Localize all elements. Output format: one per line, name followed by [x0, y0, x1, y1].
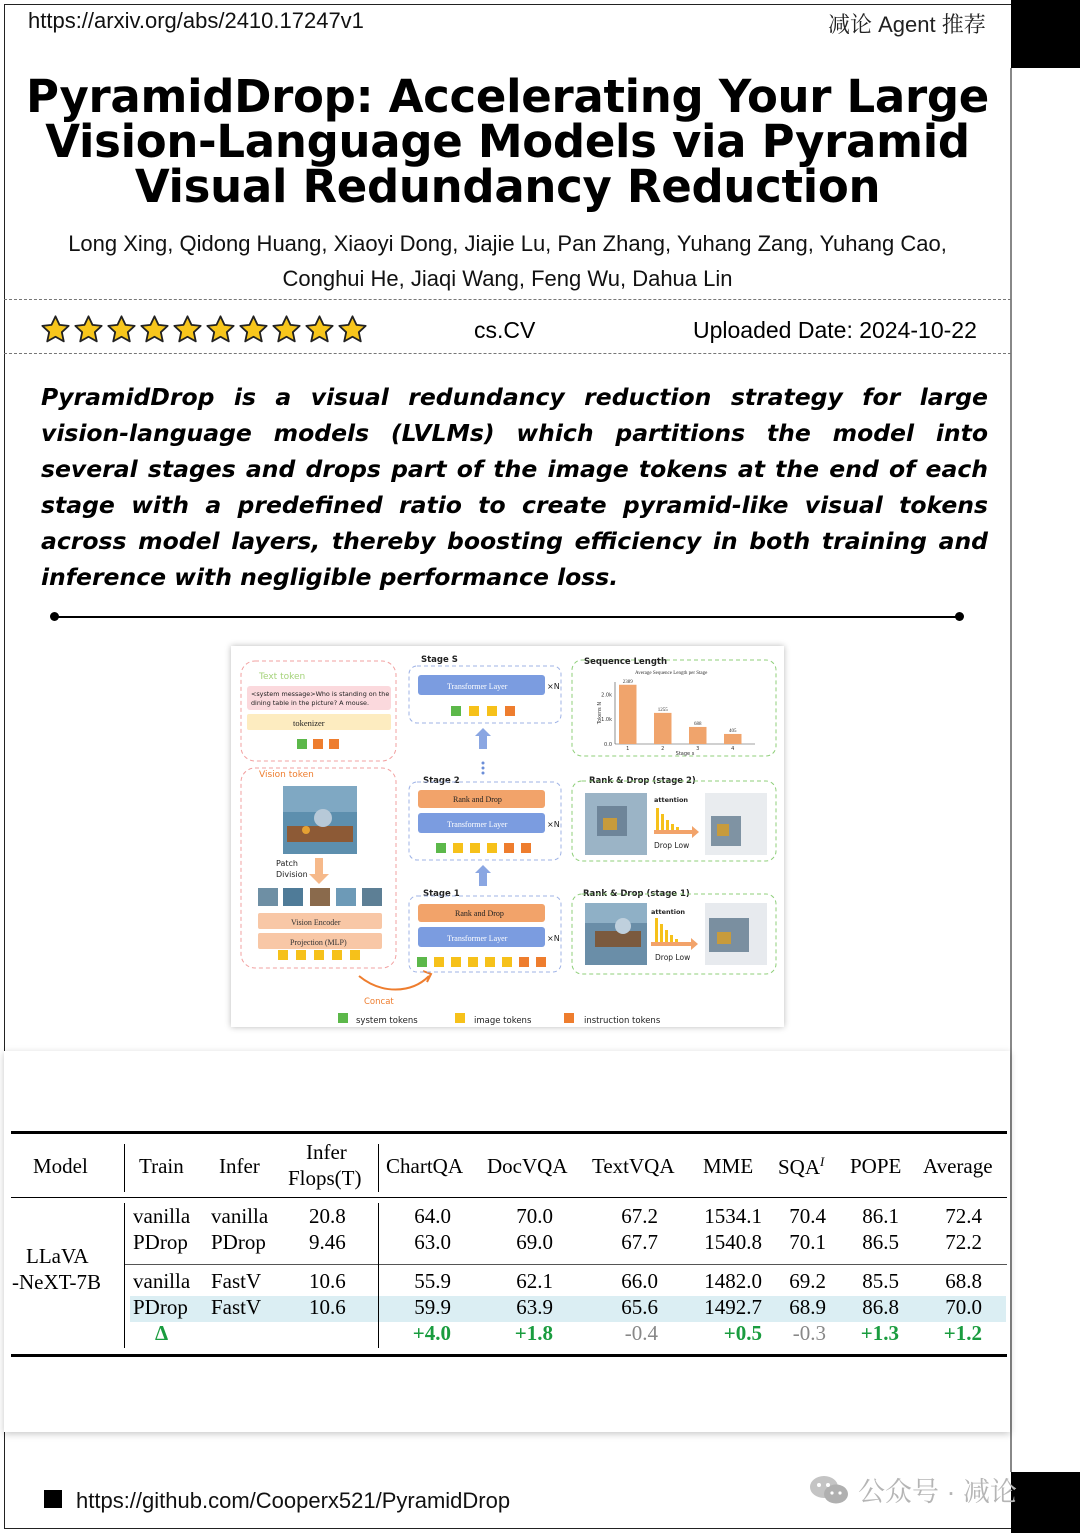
bar [724, 734, 742, 744]
data-label: 405 [729, 728, 737, 734]
transformer-layer-label: Transformer Layer [447, 682, 508, 691]
patch-division-label: Patch [276, 859, 298, 868]
attention-label: attention [651, 908, 686, 916]
cell-value: 1492.7 [704, 1295, 762, 1319]
authors [20, 226, 995, 296]
model-name: -NeXT-7B [12, 1270, 102, 1294]
summary-paragraph: PyramidDrop is a visual redundancy reduction strategy for large vision-language models (LVLMs) which partitions the model into several stages and drops part of the image tokens at the end of each stage with a predefined ratio to create pyramid-like visual tokens across model layers, thereby boosting efficiency in both training and inference with negligible performance loss. [41, 383, 988, 591]
header-mme: MME [703, 1154, 754, 1178]
x-tick-label: 4 [731, 746, 735, 752]
page-title [20, 70, 995, 213]
cell-value: 64.0 [414, 1204, 451, 1228]
sequence-length-chart [597, 680, 755, 757]
star-icon [205, 314, 236, 345]
cell-value: 70.4 [789, 1204, 826, 1228]
cell-train: vanilla [133, 1204, 191, 1228]
stage-2-dropped-map [705, 793, 767, 855]
legend-system: system tokens [356, 1016, 418, 1026]
transformer-layer-label: Transformer Layer [447, 820, 508, 829]
figure-svg [231, 646, 784, 1027]
cell-value: 67.2 [621, 1204, 658, 1228]
cell-value: 69.2 [789, 1269, 826, 1293]
sequence-length-label: Sequence Length [584, 657, 668, 667]
attention-label: attention [654, 796, 689, 804]
page-edge [1010, 68, 1012, 1472]
cell-infer: vanilla [211, 1204, 269, 1228]
header-average: Average [923, 1154, 993, 1178]
cell-train: PDrop [133, 1230, 188, 1254]
corner-block-bottom [1011, 1472, 1080, 1533]
system-message-line: <system message>Who is standing on the [251, 690, 390, 698]
drop-low-label: Drop Low [655, 953, 691, 962]
data-label: 2389 [622, 679, 633, 685]
cell-value: 68.8 [945, 1269, 982, 1293]
bar [689, 727, 707, 744]
cell-flops: 10.6 [309, 1269, 346, 1293]
divider [4, 353, 1011, 354]
star-icon [271, 314, 302, 345]
x-tick-label: 1 [626, 746, 630, 752]
text-token-label: Text token [259, 672, 306, 682]
cell-value: 1540.8 [704, 1230, 762, 1254]
cell-train: PDrop [133, 1295, 188, 1319]
header-sqa [778, 1154, 824, 1180]
divider [4, 299, 1011, 300]
header-sqa-label: SQA [778, 1155, 821, 1179]
cell-flops: 10.6 [309, 1295, 346, 1319]
legend-instruction: instruction tokens [584, 1016, 661, 1026]
cell-value: 86.1 [862, 1204, 899, 1228]
data-label: 688 [694, 721, 702, 727]
corner-block-top [1011, 0, 1080, 68]
drop-arrow [651, 938, 698, 950]
rank-drop-label: Rank and Drop [453, 795, 502, 804]
stage-1-token-row [417, 957, 546, 967]
cell-infer: PDrop [211, 1230, 266, 1254]
legend-swatch-instruction [564, 1013, 574, 1023]
star-icon [172, 314, 203, 345]
cell-value: 85.5 [862, 1269, 899, 1293]
y-tick-label: 2.0k [601, 692, 612, 699]
watermark-text: 公众号 · 减论 [858, 1477, 1017, 1507]
cell-value: 59.9 [414, 1295, 451, 1319]
rank-drop-label: Rank and Drop [455, 909, 504, 918]
table-top-rule [11, 1131, 1007, 1134]
bar [654, 713, 672, 744]
cell-value: 62.1 [516, 1269, 553, 1293]
title-line: PyramidDrop: Accelerating Your Large [25, 70, 990, 123]
bar [619, 685, 637, 744]
upload-date: Uploaded Date: 2024-10-22 [693, 317, 977, 343]
cell-value: 63.9 [516, 1295, 553, 1319]
system-token [297, 739, 307, 749]
header-sqa-superscript: I [820, 1154, 825, 1169]
header-pope: POPE [850, 1154, 902, 1178]
star-icon [40, 314, 71, 345]
x-tick-label: 3 [696, 746, 700, 752]
cell-value: 65.6 [621, 1295, 658, 1319]
y-tick-label: 1.0k [601, 717, 612, 724]
header-flops: Infer [306, 1140, 347, 1164]
patch-division-label: Division [276, 870, 308, 879]
model-name: LLaVA [26, 1244, 89, 1268]
rank-drop-stage-2-label: Rank & Drop (stage 2) [589, 776, 696, 786]
authors-line: Long Xing, Qidong Huang, Xiaoyi Dong, Jiajie Lu, Pan Zhang, Yuhang Zang, Yuhang Cao, [68, 231, 947, 256]
category-label: cs.CV [474, 317, 536, 343]
header-model: Model [33, 1154, 88, 1178]
watermark [808, 1470, 1017, 1509]
header-flops: Flops(T) [288, 1166, 362, 1190]
title-line: Visual Redundancy Reduction [134, 160, 881, 213]
tokenizer-label: tokenizer [293, 718, 325, 728]
cell-value: 72.2 [945, 1230, 982, 1254]
cell-flops: 20.8 [309, 1204, 346, 1228]
up-arrow [475, 865, 491, 886]
up-arrow [475, 728, 491, 749]
divider-dot [50, 612, 59, 621]
delta-value: +1.3 [860, 1321, 899, 1345]
table-col-divider [378, 1144, 379, 1192]
data-label: 1255 [657, 707, 668, 713]
projection-label: Projection (MLP) [290, 938, 347, 947]
y-tick-label: 0.0 [604, 742, 612, 748]
star-icon [337, 314, 368, 345]
cell-value: 68.9 [789, 1295, 826, 1319]
concat-arrow [359, 976, 429, 990]
table-col-divider [124, 1203, 125, 1348]
star-icon [139, 314, 170, 345]
rating-stars [40, 314, 368, 345]
rank-drop-stage-1-label: Rank & Drop (stage 1) [583, 889, 690, 899]
cell-value: 86.5 [862, 1230, 899, 1254]
divider-dot [955, 612, 964, 621]
star-icon [304, 314, 335, 345]
header-chartqa: ChartQA [386, 1154, 463, 1178]
header-docvqa: DocVQA [487, 1154, 568, 1178]
stage-1-attention-map [585, 903, 647, 965]
cell-value: 70.1 [789, 1230, 826, 1254]
down-arrow [309, 858, 329, 884]
stage-1-dropped-map [705, 903, 767, 965]
header-train: Train [139, 1154, 184, 1178]
x-tick-label: 2 [661, 746, 665, 752]
star-icon [73, 314, 104, 345]
table-header-rule [11, 1197, 1007, 1198]
delta-label: Δ [155, 1321, 169, 1345]
delta-value: +0.5 [723, 1321, 762, 1345]
star-icon [106, 314, 137, 345]
cell-value: 1534.1 [704, 1204, 762, 1228]
star-icon [238, 314, 269, 345]
table-col-divider [124, 1144, 125, 1192]
architecture-figure [231, 646, 784, 1027]
cell-train: vanilla [133, 1269, 191, 1293]
drop-low-label: Drop Low [654, 841, 690, 850]
transformer-layer-label: Transformer Layer [447, 934, 508, 943]
delta-value: +1.8 [514, 1321, 553, 1345]
repeat-n-label: ×N [547, 934, 560, 943]
instruction-token [313, 739, 323, 749]
brand-label: 减论 Agent 推荐 [828, 12, 986, 37]
title-line: Vision-Language Models via Pyramid [45, 115, 970, 168]
cell-value: 70.0 [945, 1295, 982, 1319]
authors-line: Conghui He, Jiaqi Wang, Feng Wu, Dahua Lin [282, 266, 733, 291]
stage-s-label: Stage S [421, 655, 458, 665]
cell-value: 55.9 [414, 1269, 451, 1293]
stage-1-label: Stage 1 [423, 889, 460, 899]
legend-swatch-image [455, 1013, 465, 1023]
legend-image: image tokens [474, 1016, 532, 1026]
y-axis-label: Tokens N [597, 701, 603, 725]
stage-2-attention-map [585, 793, 647, 855]
vision-encoder-label: Vision Encoder [291, 918, 341, 927]
github-link[interactable]: https://github.com/Cooperx521/PyramidDrop [76, 1488, 511, 1513]
x-axis-label: Stage s [675, 751, 695, 757]
section-divider [53, 616, 961, 618]
wechat-icon [808, 1473, 850, 1507]
vision-token-label: Vision token [259, 770, 314, 780]
cell-value: 69.0 [516, 1230, 553, 1254]
delta-value: +1.2 [943, 1321, 982, 1345]
header-textvqa: TextVQA [592, 1154, 675, 1178]
cell-value: 66.0 [621, 1269, 658, 1293]
concat-label: Concat [364, 997, 394, 1007]
table-bottom-rule [11, 1354, 1007, 1357]
cell-flops: 9.46 [309, 1230, 346, 1254]
bullet-square [44, 1490, 62, 1508]
legend-swatch-system [338, 1013, 348, 1023]
cell-infer: FastV [211, 1295, 262, 1319]
cell-value: 67.7 [621, 1230, 658, 1254]
repeat-n-label: ×N [547, 682, 560, 691]
system-message-line: dining table in the picture? A mouse. [251, 699, 370, 707]
cell-value: 72.4 [945, 1204, 982, 1228]
delta-value: +4.0 [412, 1321, 451, 1345]
instruction-token [329, 739, 339, 749]
cell-value: 63.0 [414, 1230, 451, 1254]
cell-value: 70.0 [516, 1204, 553, 1228]
repeat-n-label: ×N [547, 820, 560, 829]
header-infer: Infer [219, 1154, 260, 1178]
stage-2-label: Stage 2 [423, 776, 460, 786]
paper-url[interactable]: https://arxiv.org/abs/2410.17247v1 [28, 8, 364, 33]
delta-value: -0.4 [624, 1321, 658, 1345]
table-group-rule [124, 1264, 1007, 1265]
cell-value: 1482.0 [704, 1269, 762, 1293]
cell-infer: FastV [211, 1269, 262, 1293]
delta-value: -0.3 [792, 1321, 826, 1345]
cell-value: 86.8 [862, 1295, 899, 1319]
chart-title: Average Sequence Length per Stage [635, 671, 708, 676]
